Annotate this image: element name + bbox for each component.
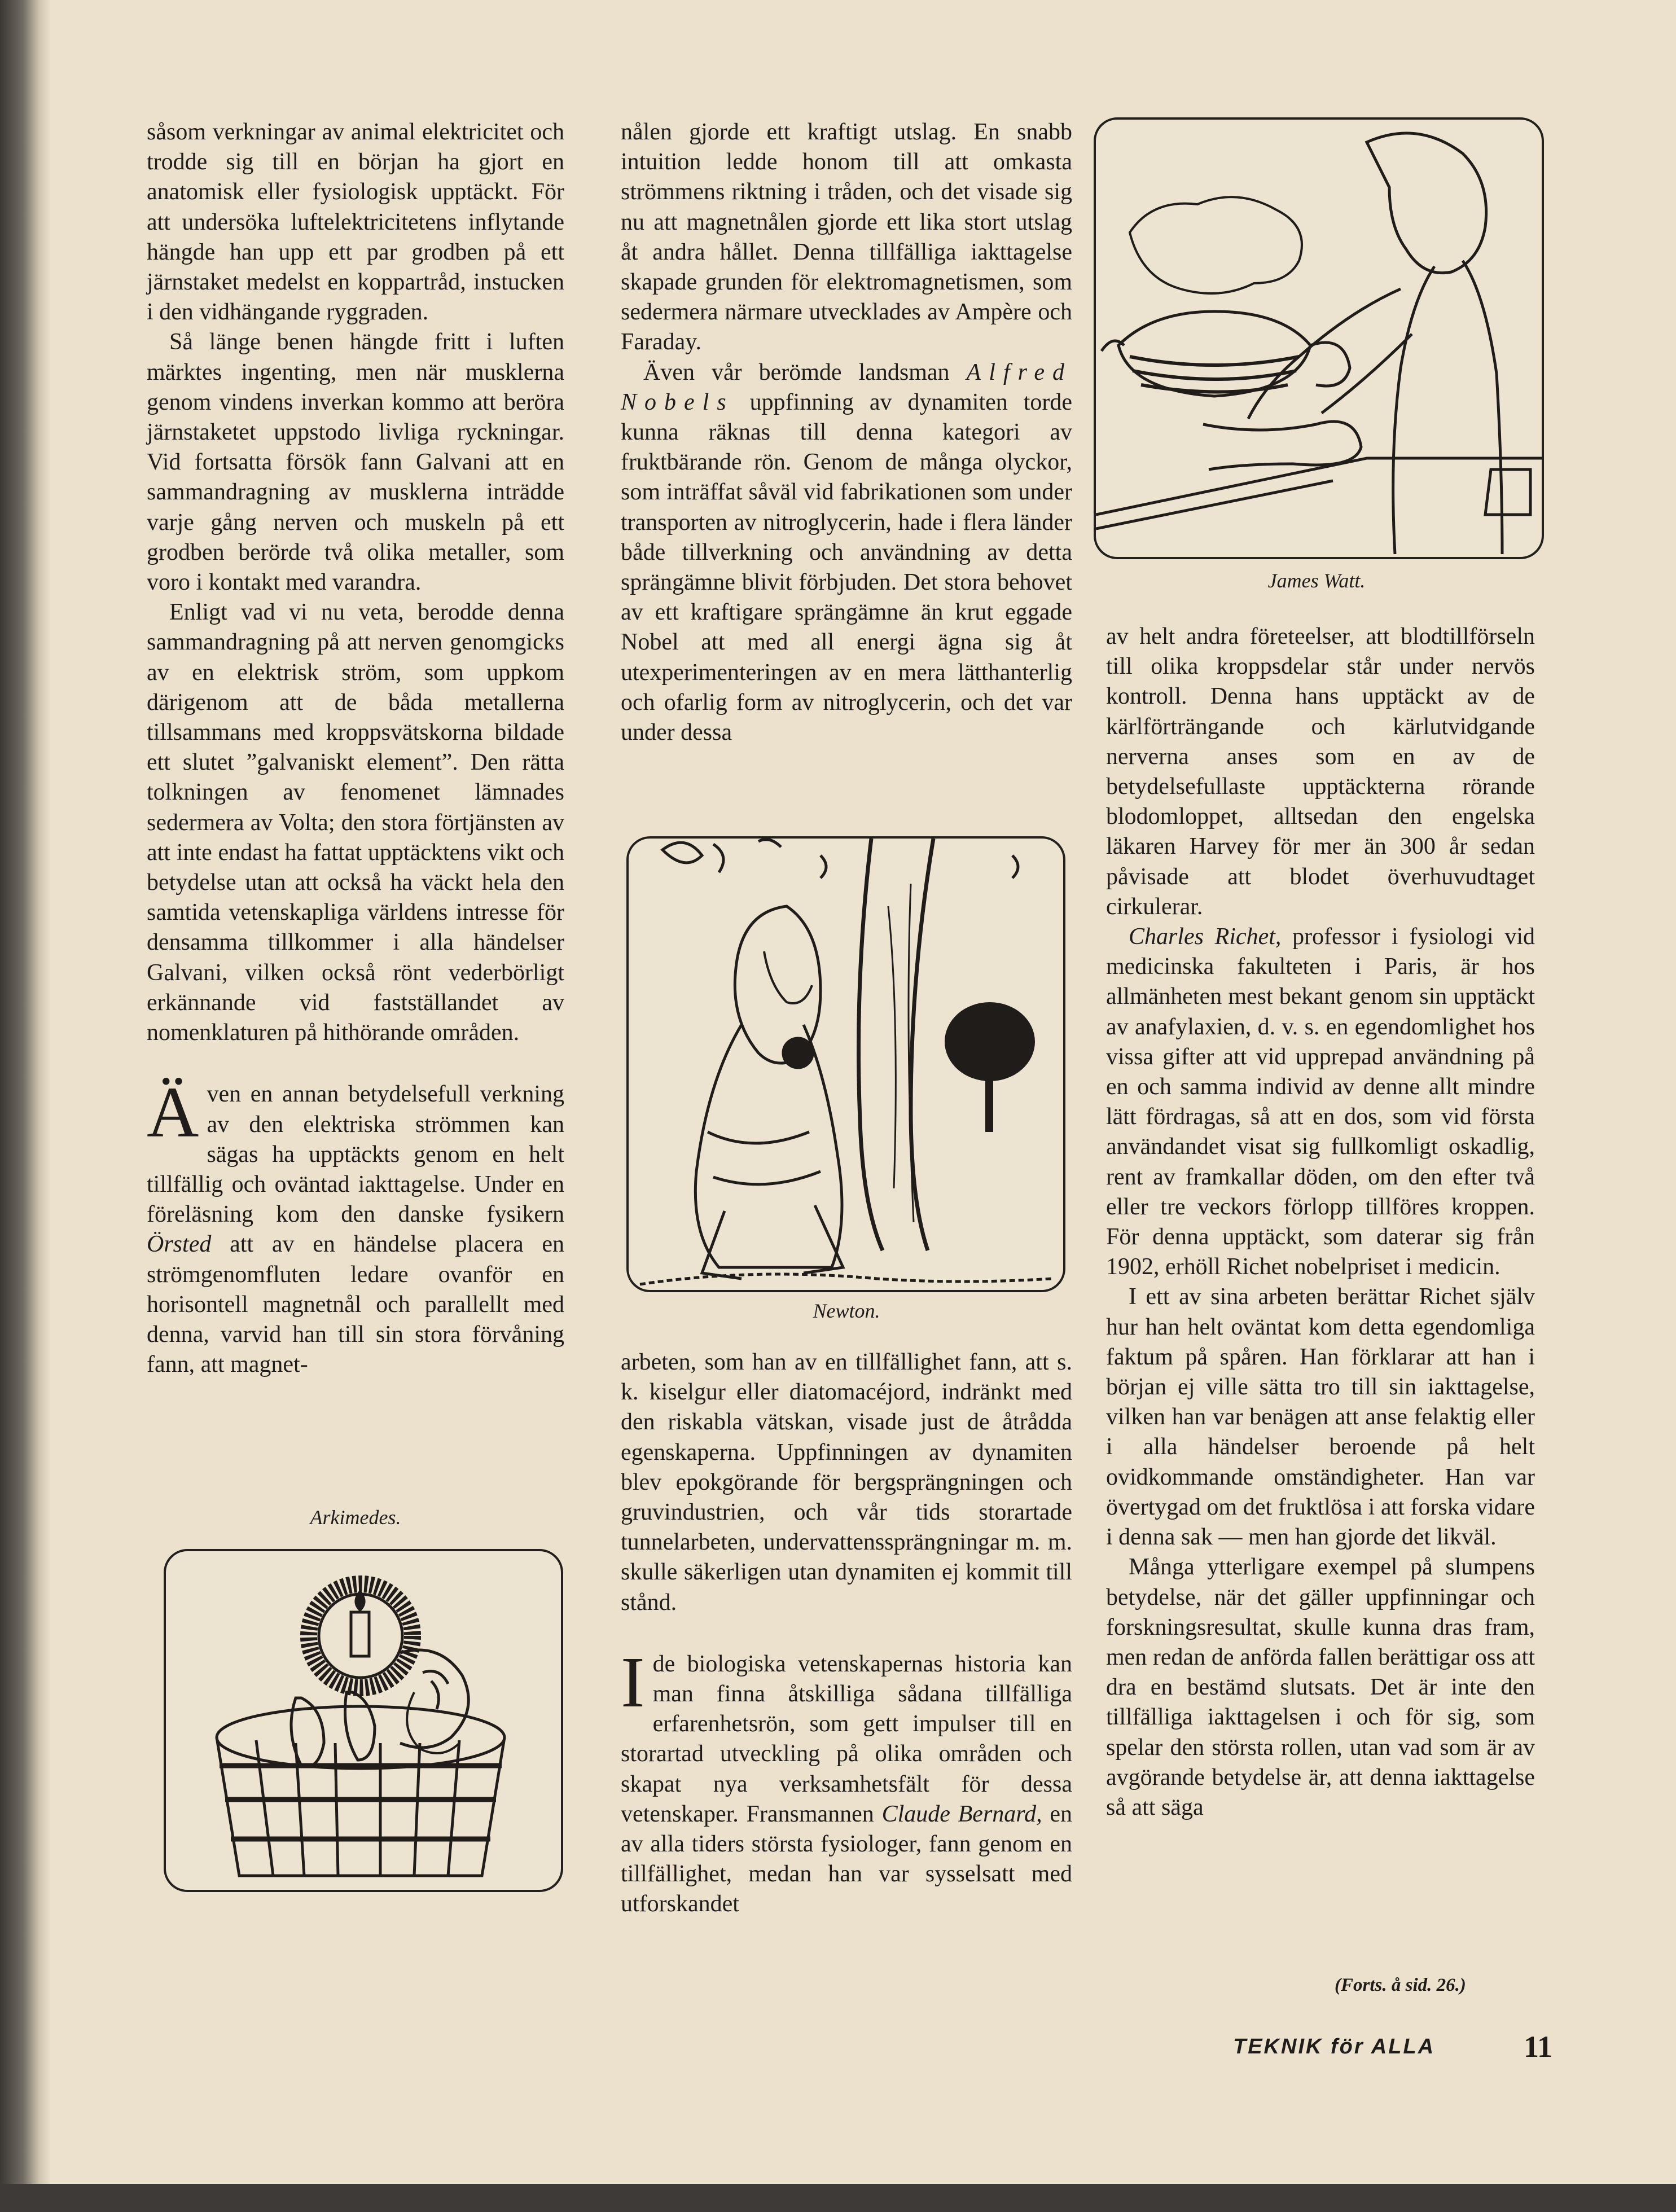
- arkimedes-bath-drawing: [166, 1551, 561, 1890]
- paragraph: nålen gjorde ett kraftigt utslag. En snabb intuition ledde honom till att omkasta strömmens riktning i tråden, och det visade sig nu att magnetnålen gjorde ett lika stort utslag åt andra hållet. Denna tillfälliga iakttagelse skapade grunden för elektromagnetismen, som sedermera närmare utvecklades av Ampère och Faraday.: [621, 119, 1072, 356]
- paragraph: arbeten, som han av en tillfällighet fann, att s. k. kiselgur eller diatomacéjord, indränkt med den riskabla vätskan, visade just de åtrådda egenskaperna. Uppfinningen av dynamiten blev epokgörande för bergsprängningen och gruvindustrien, och vår tids storartade tunnelarbeten, undervattenssprängningar m. m. skulle säkerligen utan dynamiten ej kommit till stånd.: [621, 1349, 1072, 1616]
- paragraph-nobel: Även vår berömde landsman Alfred Nobels uppfinning av dynamiten torde kunna räknas till denna kategori av fruktbärande rön. Genom de många olyckor, som inträffat såväl vid fabrikationen som under transporten av nitroglycerin, hade i flera länder både tillverkning och användning av detta sprängämne blivit förbjuden. Det stora behovet av ett kraftigare sprängämne än krut eggade Nobel att med all energi ägna sig åt utexperimenteringen av en mera lätthanterlig och ofarlig form av nitroglycerin, och det var under dessa: [621, 359, 1072, 746]
- column-middle-continued: [621, 1348, 1072, 1920]
- person-name: Claude Bernard,: [881, 1801, 1042, 1827]
- magazine-title: TEKNIK för ALLA: [1233, 2035, 1436, 2059]
- drop-cap: I: [621, 1642, 645, 1722]
- illustration-arkimedes: [164, 1549, 563, 1892]
- paragraph-richet: Charles Richet, professor i fysiologi vid medicinska fakulteten i Paris, är hos allmänheten mest bekant genom sin upptäckt av anafylaxien, d. v. s. en egendomlighet hos vissa gifter att vid upprepad användning på en och samma individ av denne allt mindre lätt fördragas, så att en dos, som vid första användandet visat sig fullkomligt oskadlig, rent av framkallar döden, om den efter två eller tre veckors förlopp tillföres kroppen. För denna upptäckt, som daterar sig från 1902, erhöll Richet nobelpriset i medicin.: [1106, 924, 1535, 1280]
- paragraph: I ett av sina arbeten berättar Richet själv hur han helt oväntat kom detta egendomliga faktum på spåren. Han förklarar att han i början ej ville sätta tro till sin iakttagelse, vilken han var benägen att anse felaktig eller i alla händelser beroende på helt ovidkommande omständigheter. Han var övertygad om det fruktlösa i att forska vidare i denna sak — men han gjorde det likväl.: [1106, 1284, 1535, 1551]
- paragraph: såsom verkningar av animal elektricitet och trodde sig till en början ha gjort en anatomisk eller fysiologisk upptäckt. För att undersöka luftelektricitetens inflytande hängde han upp ett par grodben på ett järnstaket medelst en koppartråd, instucken i den vidhängande ryggraden.: [147, 119, 564, 326]
- paragraph: av helt andra företeelser, att blodtillförseln till olika kroppsdelar står under nervös kontroll. Denna hans upptäckt av de kärlförträngande och kärlutvidgande nerverna anses som en av de betydelsefullaste upptäckterna rörande blodomloppet, alltsedan den engelska läkaren Harvey för mer än 300 år sedan påvisade att blodet överhuvudtaget cirkulerar.: [1106, 624, 1535, 920]
- james-watt-kettle-drawing: [1096, 120, 1542, 557]
- illustration-james-watt: [1094, 117, 1544, 559]
- illustration-newton: [626, 836, 1065, 1292]
- caption-arkimedes: Arkimedes.: [310, 1506, 401, 1529]
- paragraph: Många ytterligare exempel på slumpens betydelse, när det gäller uppfinningar och forskningsresultat, skulle kunna dras fram, men redan de anförda fallen berättigar oss att dra en bestämd slutsats. Det är inte den tillfälliga iakttagelsen i och för sig, som spelar den största rollen, utan vad som är av avgörande betydelse är, att denna iakttagelse så att säga: [1106, 1554, 1535, 1820]
- person-name: Örsted: [147, 1231, 212, 1258]
- drop-cap: Ä: [147, 1072, 199, 1153]
- continued-note: (Forts. å sid. 26.): [1335, 1975, 1466, 1995]
- paragraph-bernard: Ide biologiska vetenskapernas historia kan man finna åtskilliga sådana tillfälliga erfarenhetsrön, som gett impulser till en storartad utveckling på olika områden och skapat nya verksamhetsfält för dessa vetenskaper. Fransmannen Claude Bernard, en av alla tiders största fysiologer, fann genom en tillfällighet, medan han var sysselsatt med utforskandet: [621, 1642, 1072, 1917]
- column-middle: [621, 117, 1072, 748]
- paragraph: Så länge benen hängde fritt i luften märktes ingenting, men när musklerna genom vindens inverkan kommo att beröra järnstaketet uppstodo livliga ryckningar. Vid fortsatta försök fann Galvani att en sammandragning av musklerna inträdde varje gång nerven och muskeln på ett grodben berörde två olika metaller, som voro i kontakt med varandra.: [147, 329, 564, 596]
- newton-under-tree-drawing: [629, 839, 1063, 1290]
- page-spine-shadow: [0, 0, 50, 2212]
- person-name: Alfred Nobels: [621, 359, 1072, 415]
- caption-james-watt: James Watt.: [1267, 569, 1366, 592]
- paragraph-orsted: Även en annan betydelsefull verkning av den elektriska strömmen kan sägas ha upptäckts genom en helt tillfällig och oväntad iakttagelse. Under en föreläsning kom den danske fysikern Örsted att av en händelse placera en strömgenomfluten ledare ovanför en horisontell magnetnål och parallellt med denna, varvid han till sin stora förvåning fann, att magnet-: [147, 1072, 564, 1378]
- page-number: 11: [1524, 2030, 1553, 2064]
- page-bottom-edge: [0, 2184, 1676, 2212]
- paragraph: Enligt vad vi nu veta, berodde denna sammandragning på att nerven genomgicks av en elektrisk ström, som uppkom därigenom att de båda metallerna tillsammans med kroppsvätskorna bildade ett slutet ”galvaniskt element”. Den rätta tolkningen av fenomenet lämnades sedermera av Volta; den stora förtjänsten av att inte endast ha fattat upptäcktens vikt och betydelse utan att också ha väckt hela den samtida vetenskapliga världens intresse för densamma tillkommer i alla händelser Galvani, vilken också rönt vederbörligt erkännande vid fastställandet av nomenklaturen på hithörande områden.: [147, 599, 564, 1046]
- column-left: [147, 117, 564, 1380]
- column-right: [1106, 622, 1535, 1823]
- caption-newton: Newton.: [813, 1300, 880, 1322]
- person-name: Charles Richet,: [1129, 924, 1282, 950]
